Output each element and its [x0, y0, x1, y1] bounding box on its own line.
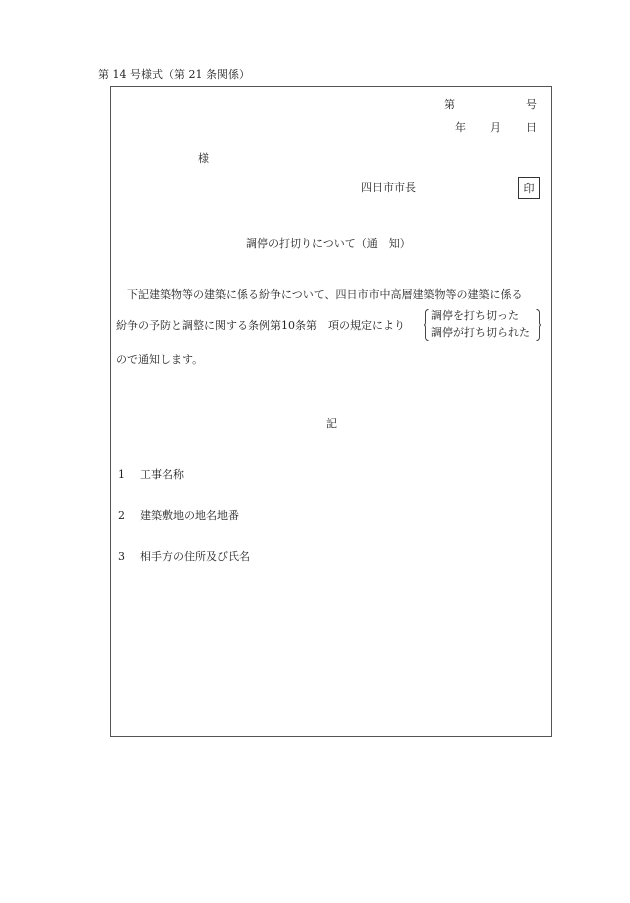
- document-number-prefix: 第: [444, 98, 455, 111]
- form-number: 第 14 号様式（第 21 条関係）: [98, 68, 250, 81]
- list-item-number: 1: [118, 468, 125, 481]
- option-terminated: 調停が打ち切られた: [431, 326, 530, 339]
- document-title: 調停の打切りについて（通 知）: [246, 237, 411, 250]
- list-item-label: 建築敷地の地名地番: [140, 509, 239, 522]
- record-heading: 記: [326, 417, 337, 430]
- document-number-suffix: 号: [526, 98, 537, 111]
- option-terminated-by-mayor: 調停を打ち切った: [431, 309, 519, 322]
- seal-box: [518, 177, 540, 199]
- date-month: 月: [490, 121, 501, 134]
- list-item-label: 相手方の住所及び氏名: [140, 550, 250, 563]
- seal-label: 印: [523, 182, 535, 195]
- list-item-number: 2: [118, 509, 125, 522]
- date-day: 日: [526, 121, 537, 134]
- body-line-3: ので通知します。: [116, 353, 204, 366]
- date-year: 年: [455, 121, 466, 134]
- left-brace: [424, 309, 429, 341]
- form-frame: [110, 86, 552, 737]
- list-item-label: 工事名称: [140, 468, 184, 481]
- addressee-sama: 様: [198, 152, 209, 165]
- list-item-number: 3: [118, 550, 125, 563]
- right-brace: [536, 309, 541, 341]
- body-line-2: 紛争の予防と調整に関する条例第10条第 項の規定により: [116, 319, 405, 332]
- sender-name: 四日市市長: [361, 181, 416, 194]
- body-line-1: 下記建築物等の建築に係る紛争について、四日市市中高層建築物等の建築に係る: [127, 288, 523, 301]
